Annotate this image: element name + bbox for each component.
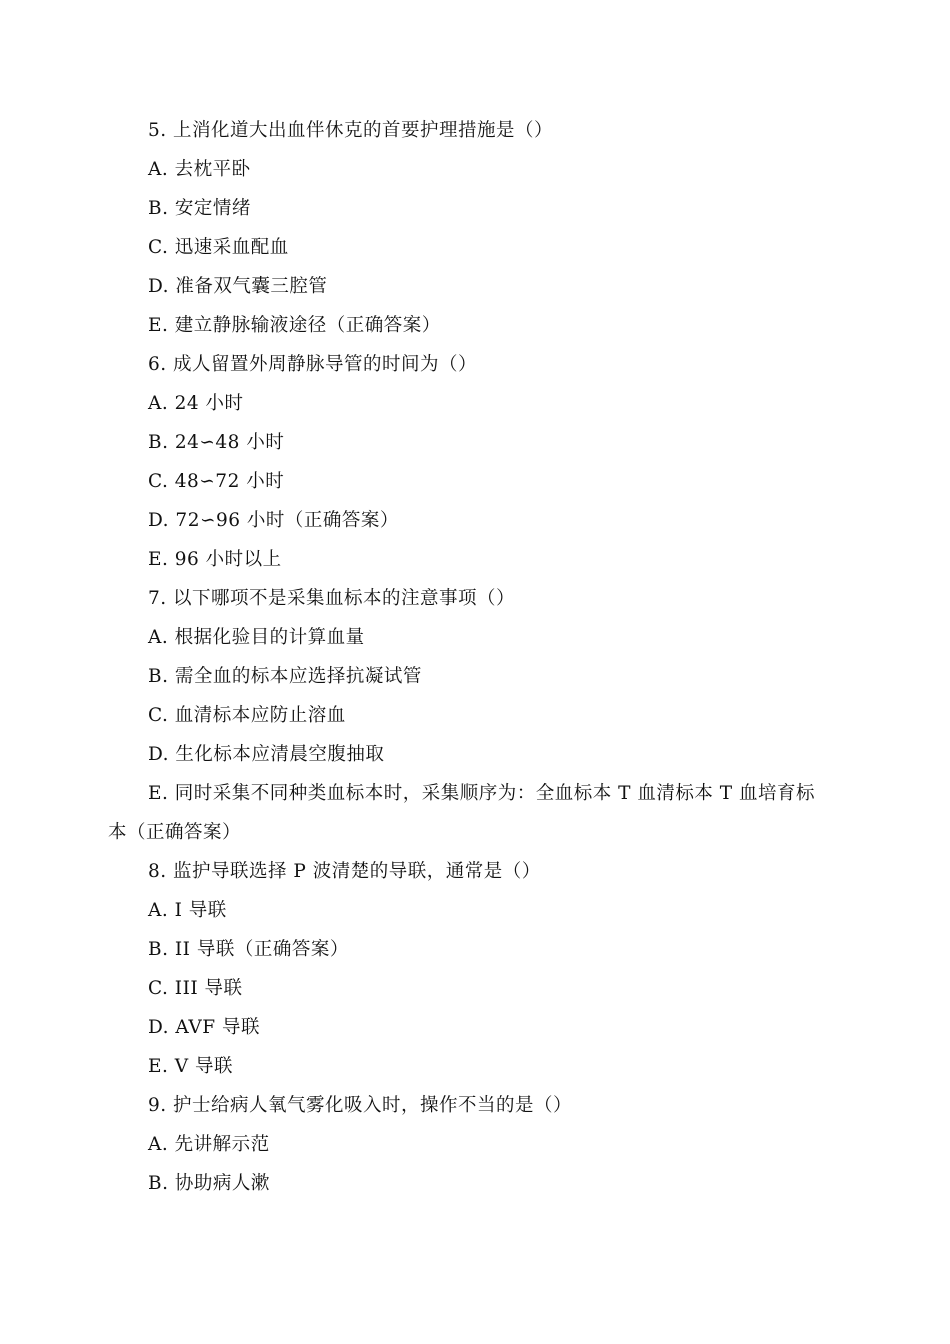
question-8-option-b: B. II 导联（正确答案） — [148, 939, 349, 960]
question-6-option-b: B. 24∽48 小时 — [148, 432, 285, 453]
question-7-option-e-continuation: 本（正确答案） — [108, 822, 242, 843]
question-5-option-b: B. 安定情绪 — [148, 198, 251, 219]
question-6-option-d: D. 72∽96 小时（正确答案） — [148, 510, 399, 531]
question-5-option-c: C. 迅速采血配血 — [148, 237, 289, 258]
question-5-option-e: E. 建立静脉输液途径（正确答案） — [148, 315, 441, 336]
question-8-option-e: E. V 导联 — [148, 1056, 234, 1077]
question-list — [108, 111, 848, 1203]
question-6-option-a: A. 24 小时 — [148, 393, 244, 414]
question-9-stem: 9. 护士给病人氧气雾化吸入时，操作不当的是（） — [148, 1095, 573, 1116]
question-6-option-e: E. 96 小时以上 — [148, 549, 282, 570]
question-9-option-a: A. 先讲解示范 — [148, 1134, 270, 1155]
question-6-stem: 6. 成人留置外周静脉导管的时间为（） — [148, 354, 478, 375]
question-8-stem: 8. 监护导联选择 P 波清楚的导联，通常是（） — [148, 861, 541, 882]
question-8-option-c: C. III 导联 — [148, 978, 243, 999]
question-5-option-d: D. 准备双气囊三腔管 — [148, 276, 328, 297]
question-7-option-a: A. 根据化验目的计算血量 — [148, 627, 365, 648]
question-8-option-a: A. I 导联 — [148, 900, 227, 921]
question-7-option-d: D. 生化标本应清晨空腹抽取 — [148, 744, 385, 765]
question-7-option-b: B. 需全血的标本应选择抗凝试管 — [148, 666, 422, 687]
question-5-stem: 5. 上消化道大出血伴休克的首要护理措施是（） — [148, 120, 554, 141]
question-7-stem: 7. 以下哪项不是采集血标本的注意事项（） — [148, 588, 516, 609]
question-8-option-d: D. AVF 导联 — [148, 1017, 260, 1038]
question-7-option-e: E. 同时采集不同种类血标本时，采集顺序为：全血标本 T 血清标本 T 血培育标 — [148, 783, 815, 804]
question-6-option-c: C. 48∽72 小时 — [148, 471, 285, 492]
question-5-option-a: A. 去枕平卧 — [148, 159, 251, 180]
question-7-option-c: C. 血清标本应防止溶血 — [148, 705, 346, 726]
question-9-option-b: B. 协助病人漱 — [148, 1173, 270, 1194]
